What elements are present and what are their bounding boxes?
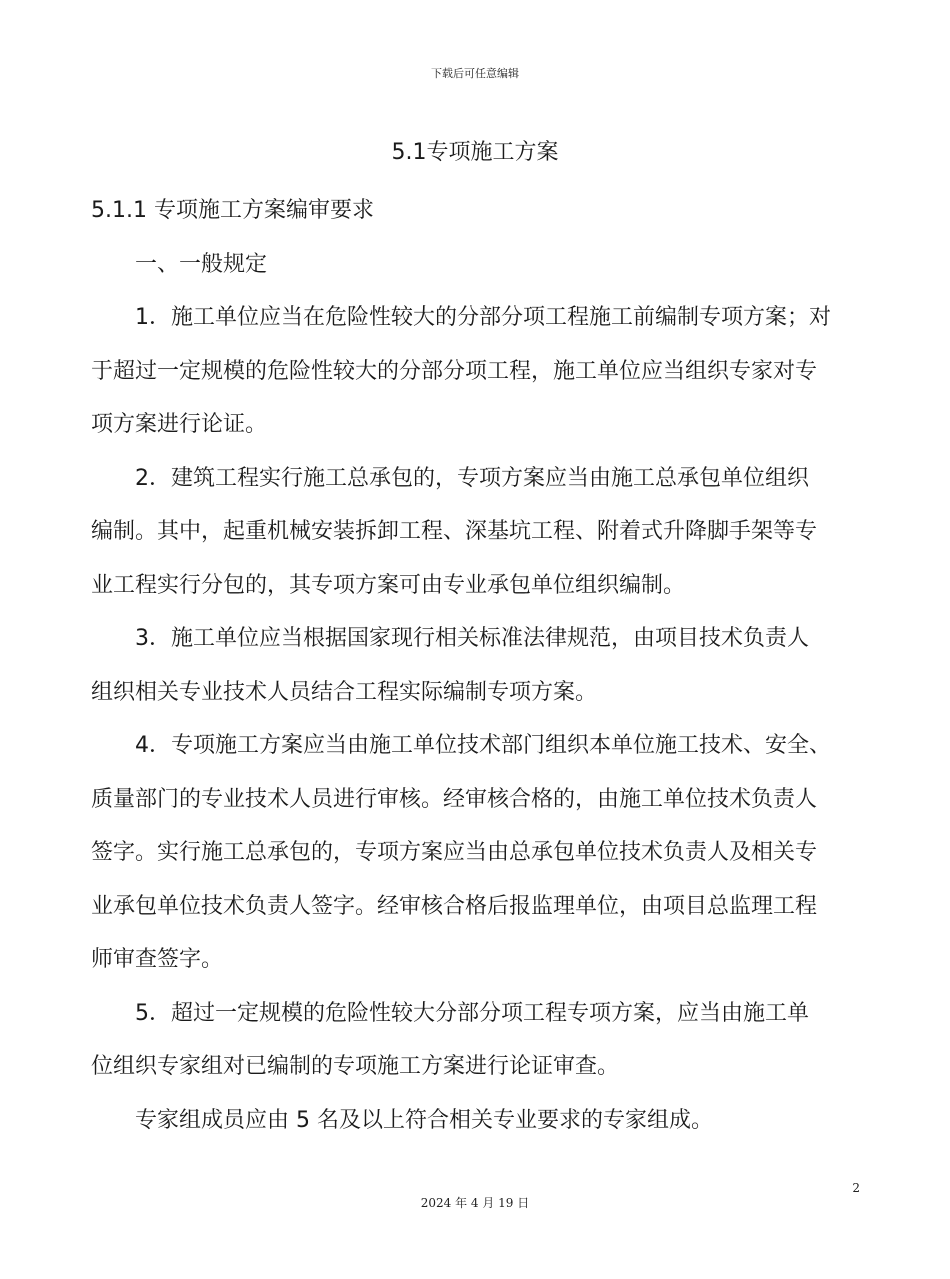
paragraph-line: 5．超过一定规模的危险性较大分部分项工程专项方案，应当由施工单	[135, 1000, 809, 1026]
paragraph-line: 业承包单位技术负责人签字。经审核合格后报监理单位，由项目总监理工程	[91, 893, 818, 919]
paragraph-line: 签字。实行施工总承包的，专项方案应当由总承包单位技术负责人及相关专	[91, 840, 818, 865]
paragraph-line: 于超过一定规模的危险性较大的分部分项工程，施工单位应当组织专家对专	[91, 358, 818, 384]
paragraph-line: 位组织专家组对已编制的专项施工方案进行论证审查。	[91, 1054, 620, 1079]
footer-date: 2024 年 4 月 19 日	[420, 1196, 530, 1210]
paragraph-line: 专家组成员应由 5 名及以上符合相关专业要求的专家组成。	[135, 1107, 713, 1133]
section-heading: 5.1.1 专项施工方案编审要求	[91, 198, 374, 223]
paragraph-line: 质量部门的专业技术人员进行审核。经审核合格的，由施工单位技术负责人	[91, 786, 818, 812]
paragraph-line: 组织相关专业技术人员结合工程实际编制专项方案。	[91, 679, 598, 705]
page-header-note: 下载后可任意编辑	[431, 67, 519, 80]
subsection-heading: 一、一般规定	[135, 251, 268, 277]
paragraph-line: 项方案进行论证。	[91, 412, 268, 437]
paragraph-line: 编制。其中，起重机械安装拆卸工程、深基坑工程、附着式升降脚手架等专	[91, 519, 818, 544]
document-body	[91, 184, 869, 1147]
paragraph-line: 2．建筑工程实行施工总承包的，专项方案应当由施工总承包单位组织	[135, 465, 809, 491]
paragraph-line: 业工程实行分包的，其专项方案可由专业承包单位组织编制。	[91, 572, 686, 598]
paragraph-line: 1．施工单位应当在危险性较大的分部分项工程施工前编制专项方案；对	[135, 305, 831, 330]
paragraph-line: 4．专项施工方案应当由施工单位技术部门组织本单位施工技术、安全、	[135, 733, 831, 758]
paragraph-line: 3．施工单位应当根据国家现行相关标准法律规范，由项目技术负责人	[135, 626, 809, 651]
paragraph-line: 师审查签字。	[91, 947, 224, 972]
document-title: 5.1专项施工方案	[391, 140, 559, 165]
page-number: 2	[852, 1181, 860, 1195]
